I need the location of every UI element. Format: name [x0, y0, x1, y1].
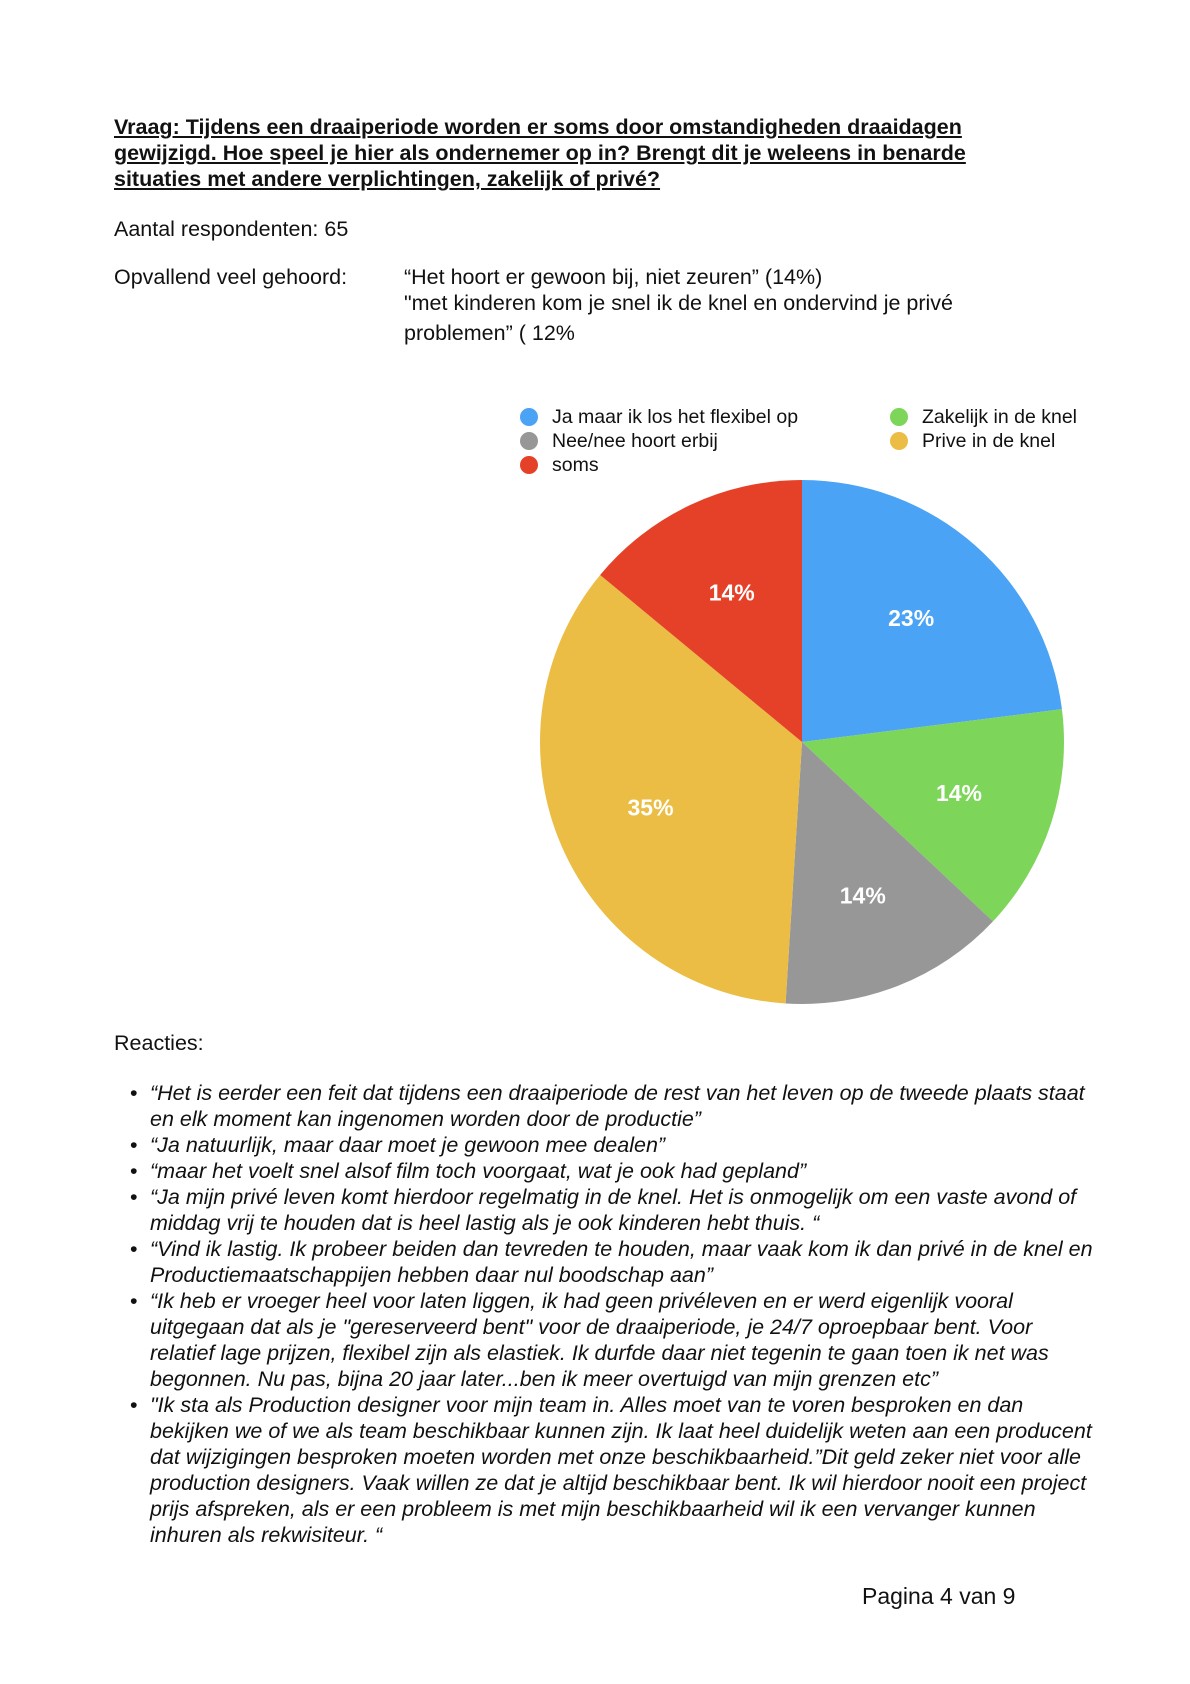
reaction-item: • “maar het voelt snel alsof film toch voorgaat, wat je ook had gepland” — [130, 1158, 1100, 1184]
legend-swatch-hoort-erbij — [520, 432, 538, 450]
heard-quotes — [404, 264, 1044, 348]
reaction-item: • “Vind ik lastig. Ik probeer beiden dan tevreden te houden, maar vaak kom ik dan privé in de knel en Productiemaatschappijen hebben daar nul boodschap aan” — [130, 1236, 1100, 1288]
respondent-count: Aantal respondenten: 65 — [114, 217, 349, 241]
reaction-item: • “Het is eerder een feit dat tijdens een draaiperiode de rest van het leven op de tweede plaats staat en elk moment kan ingenomen worden door de productie” — [130, 1080, 1100, 1132]
legend-label-zakelijk: Zakelijk in de knel — [922, 406, 1077, 428]
pie-label-soms: 14% — [708, 579, 755, 606]
heard-label: Opvallend veel gehoord: — [114, 265, 348, 289]
legend-item-prive — [890, 430, 1055, 452]
reaction-item: • “Ik heb er vroeger heel voor laten liggen, ik had geen privéleven en er werd eigenlijk vooral uitgegaan dat als je "gereserveerd bent" voor de draaiperiode, je 24/7 oproepbaar bent. Voor relatief lage prijzen, flexibel zijn als elastiek. Ik durfde daar niet tegenin te gaan toen ik net was begonnen. Nu pas, bijna 20 jaar later...ben ik meer overtuigd van mijn grenzen etc” — [130, 1288, 1100, 1392]
question-heading: Vraag: Tijdens een draaiperiode worden er soms door omstandigheden draaidagen gewijzigd. Hoe speel je hier als ondernemer op in? Brengt dit je weleens in benarde situaties met andere verplichtingen, zakelijk of privé? — [114, 115, 966, 191]
reactions-list — [130, 1080, 1100, 1548]
legend-swatch-flexibel — [520, 408, 538, 426]
reaction-item: • “Ja natuurlijk, maar daar moet je gewoon mee dealen” — [130, 1132, 1100, 1158]
pie-label-flexibel: 23% — [888, 605, 935, 632]
legend-label-prive: Prive in de knel — [922, 430, 1056, 452]
heard-quote-1: “Het hoort er gewoon bij, niet zeuren” (14%) — [404, 265, 823, 289]
pie-label-zakelijk: 14% — [935, 780, 983, 807]
chart-legend — [520, 406, 1100, 486]
legend-item-soms — [520, 454, 599, 476]
legend-swatch-zakelijk — [890, 408, 908, 426]
reacties-label: Reacties: — [114, 1031, 204, 1055]
legend-label-flexibel: Ja maar ik los het flexibel op — [552, 406, 799, 428]
legend-item-hoort-erbij — [520, 430, 718, 452]
legend-swatch-soms — [520, 456, 538, 474]
reaction-item: • "Ik sta als Production designer voor mijn team in. Alles moet van te voren besproken en dan bekijken we of we als team beschikbaar kunnen zijn. Ik laat heel duidelijk weten aan een producent dat wijzigingen besproken moeten worden met onze beschikbaarheid.”Dit geld zeker niet voor alle production designers. Vaak willen ze dat je altijd beschikbaar bent. Ik wil hierdoor nooit een project prijs afspreken, als er een probleem is met mijn beschikbaarheid wil ik een vervanger kunnen inhuren als rekwisiteur. “ — [130, 1392, 1100, 1548]
pie-label-prive: 35% — [627, 794, 674, 821]
legend-swatch-prive — [890, 432, 908, 450]
page-number: Pagina 4 van 9 — [862, 1583, 1016, 1609]
legend-item-flexibel — [520, 406, 798, 428]
pie-label-hoort-erbij: 14% — [839, 882, 886, 909]
legend-item-zakelijk — [890, 406, 1077, 428]
legend-label-hoort-erbij: Nee/nee hoort erbij — [552, 430, 718, 452]
pie-chart — [540, 480, 1080, 1020]
heard-quote-2: "met kinderen kom je snel ik de knel en ondervind je privé problemen” ( 12% — [404, 291, 954, 345]
reaction-item: • “Ja mijn privé leven komt hierdoor regelmatig in de knel. Het is onmogelijk om een vaste avond of middag vrij te houden dat is heel lastig als je ook kinderen hebt thuis. “ — [130, 1184, 1100, 1236]
legend-label-soms: soms — [552, 454, 599, 476]
